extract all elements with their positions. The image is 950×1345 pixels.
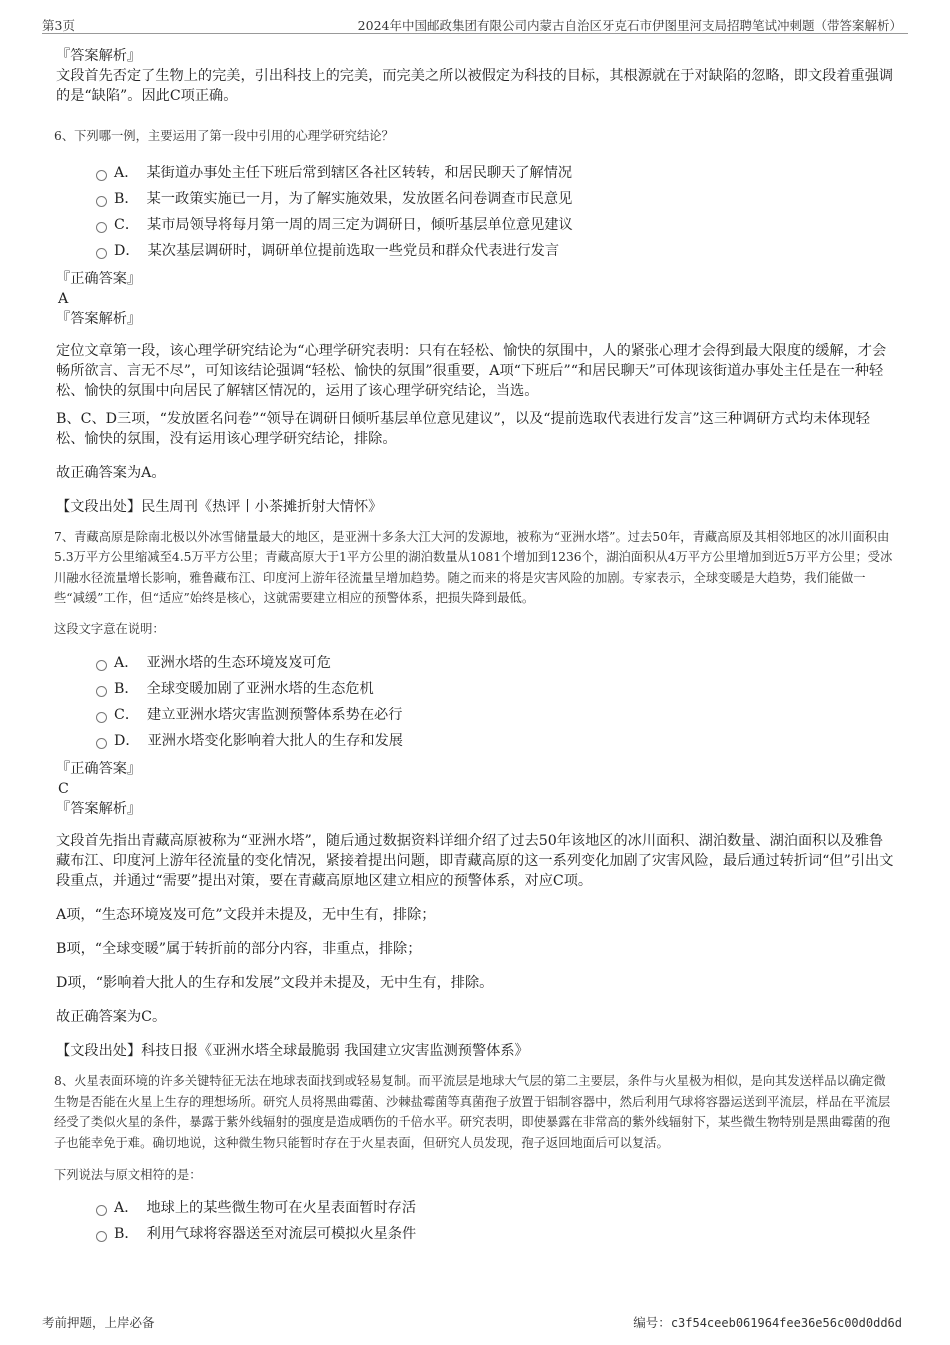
analysis-paragraph: 文段首先指出青藏高原被称为“亚洲水塔”，随后通过数据资料详细介绍了过去50年该地区的冰川面积、湖泊数量、湖泊面积以及雅鲁藏布江、印度河上游年径流量的变化情况，紧接着提出问题，即青藏高原的这一系列变化加剧了灾害风险，最后通过转折词“但”引出文段重点，并通过“需要”提出对策，要在青藏高原地区建立相应的预警体系，对应C项。 — [56, 833, 894, 889]
radio-icon[interactable] — [96, 196, 107, 207]
source-citation: 【文段出处】科技日报《亚洲水塔全球最脆弱 我国建立灾害监测预警体系》 — [56, 1043, 529, 1059]
q7-option-b[interactable]: B． 全球变暖加剧了亚洲水塔的生态危机 — [56, 679, 894, 705]
radio-icon[interactable] — [96, 248, 107, 259]
q7-question: 这段文字意在说明： — [54, 621, 165, 636]
radio-icon[interactable] — [96, 660, 107, 671]
correct-answer: C — [58, 781, 69, 797]
analysis-paragraph: B、C、D三项，“发放匿名问卷”“领导在调研日倾听基层单位意见建议”，以及“提前选取代表进行发言”这三种调研方式均未体现轻松、愉快的氛围，没有运用该心理学研究结论，排除。 — [56, 410, 870, 447]
radio-icon[interactable] — [96, 686, 107, 697]
analysis-label: 『答案解析』 — [56, 310, 142, 327]
analysis-paragraph: 故正确答案为C。 — [56, 1009, 167, 1025]
q6-option-d[interactable]: D． 某次基层调研时，调研单位提前选取一些党员和群众代表进行发言 — [56, 241, 894, 267]
analysis-label: 『答案解析』 — [56, 801, 142, 817]
analysis-paragraph: 故正确答案为A。 — [56, 464, 166, 481]
document-id: 编号：c3f54ceeb061964fee36e56c00d0dd6d — [633, 1315, 902, 1330]
q7-option-c[interactable]: C． 建立亚洲水塔灾害监测预警体系势在必行 — [56, 705, 894, 731]
q7-options — [56, 653, 894, 757]
radio-icon[interactable] — [96, 738, 107, 749]
radio-icon[interactable] — [96, 1231, 107, 1242]
source-citation: 【文段出处】民生周刊《热评丨小茶摊折射大情怀》 — [56, 498, 383, 515]
q7-stem: 7、青藏高原是除南北极以外冰雪储量最大的地区，是亚洲十多条大江大河的发源地，被称为“亚洲水塔”。过去50年，青藏高原及其相邻地区的冰川面积由5.3万平方公里缩减至4.5万平方公里；青藏高原大于1平方公里的湖泊数量从1081个增加到1236个，湖泊面积从4万平方公里增加到近5万平方公里；受冰川融水径流量增长影响，雅鲁藏布江、印度河上游年径流量呈增加趋势。随之而来的将是灾害风险的加剧。专家表示，全球变暖是大趋势，我们能做一些“减缓”工作，但“适应”始终是核心，这就需要建立相应的预警体系，把损失降到最低。 — [54, 529, 893, 605]
document-title: 2024年中国邮政集团有限公司内蒙古自治区牙克石市伊图里河支局招聘笔试冲刺题（带答案解析） — [357, 18, 902, 33]
q7-option-a[interactable]: A． 亚洲水塔的生态环境岌岌可危 — [56, 653, 894, 679]
q8-stem: 8、火星表面环境的许多关键特征无法在地球表面找到或轻易复制。而平流层是地球大气层的第二主要层，条件与火星极为相似，是向其发送样品以确定微生物是否能在火星上生存的理想场所。研究人员将黑曲霉菌、沙棘盐霉菌等真菌孢子放置于铝制容器中，然后利用气球将容器运送到平流层，样品在平流层经受了类似火星的条件，暴露于紫外线辐射的强度是造成晒伤的千倍水平。研究表明，即使暴露在非常高的紫外线辐射下，某些微生物特别是黑曲霉菌的孢子也能幸免于难。确切地说，这种微生物只能暂时存在于火星表面，但研究人员发现，孢子返回地面后可以复活。 — [54, 1074, 891, 1150]
page-number: 第3页 — [42, 18, 75, 33]
radio-icon[interactable] — [96, 1205, 107, 1216]
radio-icon[interactable] — [96, 170, 107, 181]
q6-options — [56, 163, 894, 267]
q8-option-b[interactable]: B． 利用气球将容器送至对流层可模拟火星条件 — [56, 1224, 894, 1250]
radio-icon[interactable] — [96, 222, 107, 233]
document-body — [56, 46, 894, 1250]
analysis-text: 文段首先否定了生物上的完美，引出科技上的完美，而完美之所以被假定为科技的目标，其根源就在于对缺陷的忽略，即文段着重强调的是“缺陷”。因此C项正确。 — [56, 68, 894, 104]
q6-stem: 6、下列哪一例，主要运用了第一段中引用的心理学研究结论？ — [54, 129, 394, 143]
q6-option-c[interactable]: C． 某市局领导将每月第一周的周三定为调研日，倾听基层单位意见建议 — [56, 215, 894, 241]
analysis-label: 『答案解析』 — [56, 48, 142, 64]
analysis-paragraph: D项，“影响着大批人的生存和发展”文段并未提及，无中生有，排除。 — [56, 975, 494, 991]
analysis-paragraph: B项，“全球变暖”属于转折前的部分内容，非重点，排除； — [56, 941, 422, 957]
page-header — [42, 14, 908, 34]
correct-answer-label: 『正确答案』 — [56, 761, 142, 777]
q6-option-b[interactable]: B． 某一政策实施已一月，为了解实施效果，发放匿名问卷调查市民意见 — [56, 189, 894, 215]
q8-option-a[interactable]: A． 地球上的某些微生物可在火星表面暂时存活 — [56, 1198, 894, 1224]
q7-option-d[interactable]: D． 亚洲水塔变化影响着大批人的生存和发展 — [56, 731, 894, 757]
analysis-paragraph: 定位文章第一段，该心理学研究结论为“心理学研究表明：只有在轻松、愉快的氛围中，人的紧张心理才会得到最大限度的缓解，才会畅所欲言、言无不尽”，可知该结论强调“轻松、愉快的氛围”很重要，A项“下班后”“和居民聊天”可体现该街道办事处主任是在一种轻松、愉快的氛围中向居民了解辖区情况的，运用了该心理学研究结论，当选。 — [56, 342, 887, 399]
q8-options — [56, 1198, 894, 1250]
header-divider — [42, 33, 908, 34]
footer-slogan: 考前押题，上岸必备 — [42, 1315, 155, 1330]
analysis-paragraph: A项，“生态环境岌岌可危”文段并未提及，无中生有，排除； — [56, 907, 436, 923]
radio-icon[interactable] — [96, 712, 107, 723]
q6-option-a[interactable]: A． 某街道办事处主任下班后常到辖区各社区转转，和居民聊天了解情况 — [56, 163, 894, 189]
correct-answer-label: 『正确答案』 — [56, 270, 142, 287]
q8-question: 下列说法与原文相符的是： — [54, 1168, 202, 1182]
correct-answer: A — [58, 290, 69, 307]
